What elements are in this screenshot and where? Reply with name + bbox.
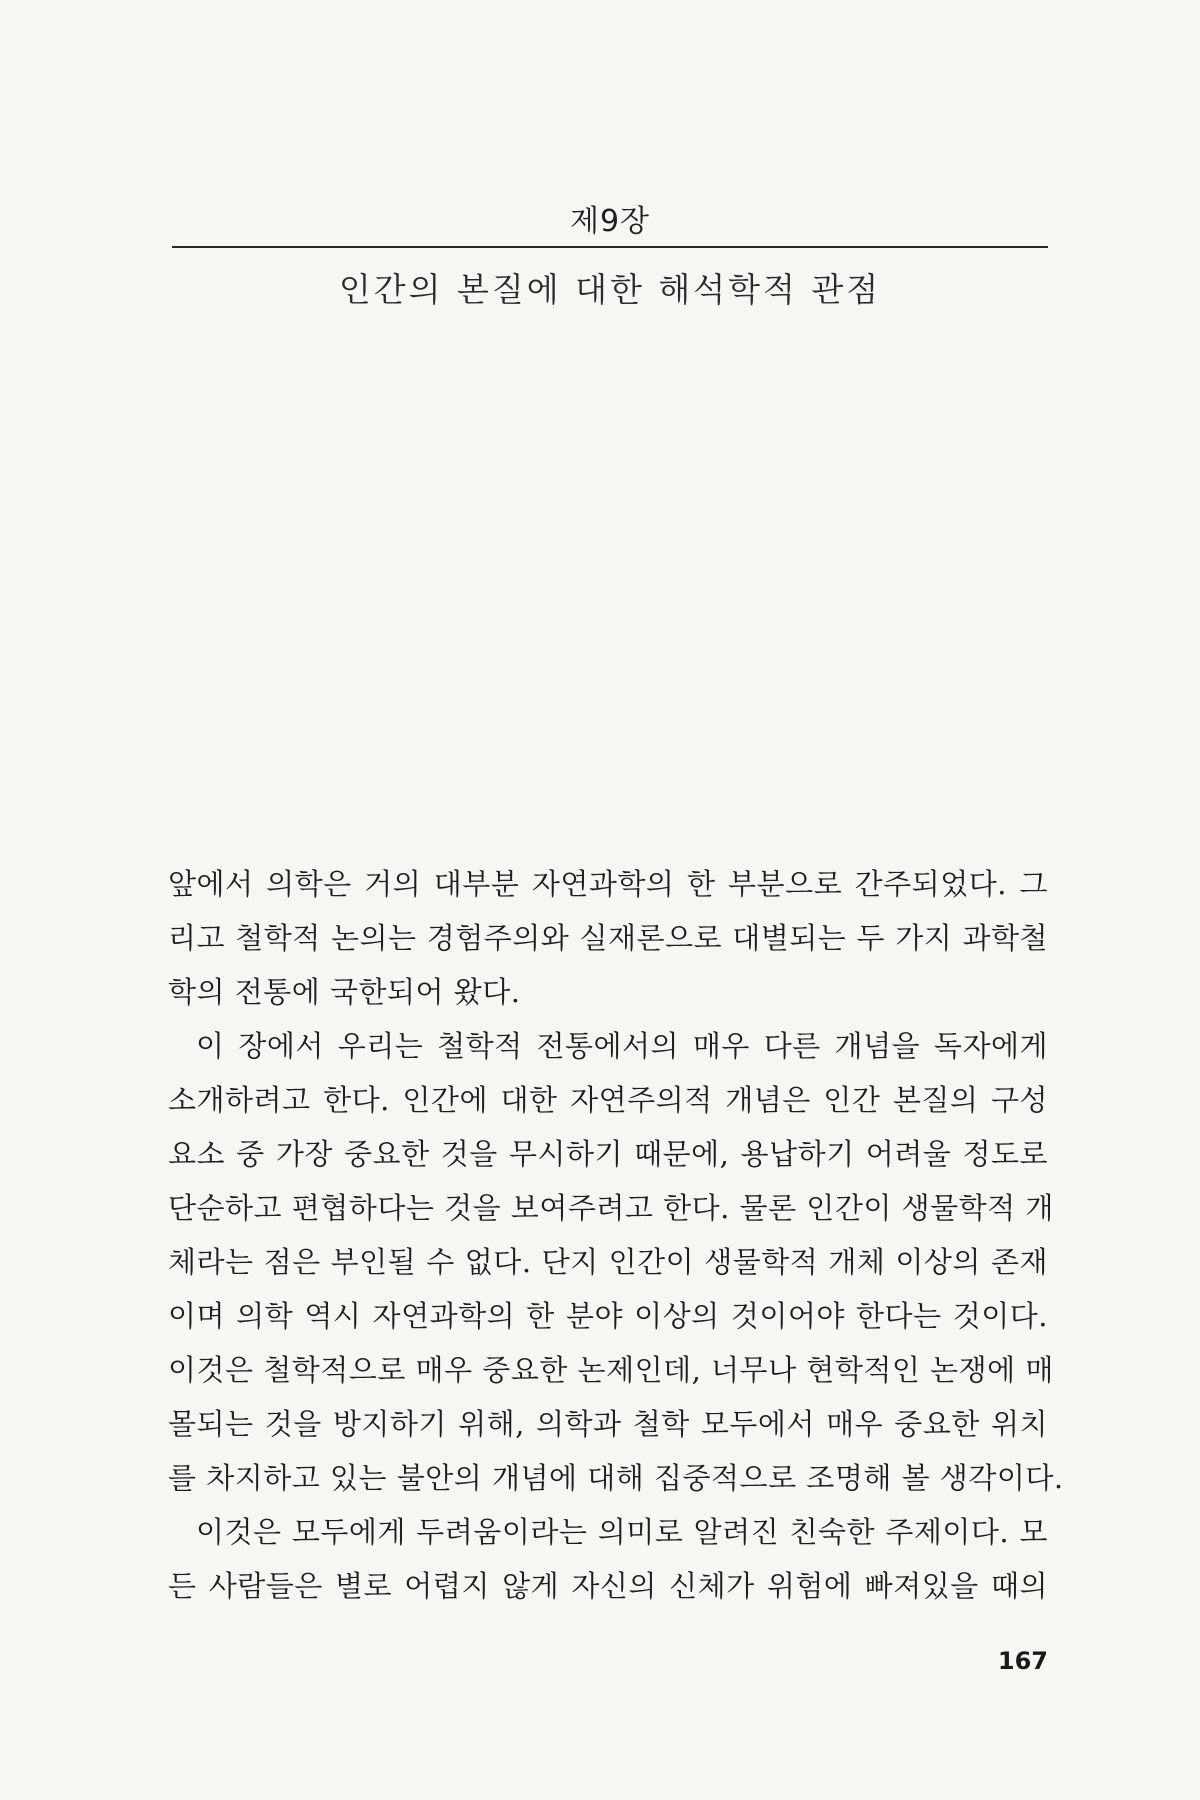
text-line: 를 차지하고 있는 불안의 개념에 대해 집중적으로 조명해 볼 생각이다.: [168, 1461, 1064, 1495]
page-number: 167: [997, 1647, 1048, 1675]
chapter-label: 제9장: [569, 204, 651, 239]
text-line: 단순하고 편협하다는 것을 보여주려고 한다. 물론 인간이 생물학적 개: [168, 1191, 1054, 1225]
chapter-divider: [172, 246, 1048, 248]
text-line: 앞에서 의학은 거의 대부분 자연과학의 한 부분으로 간주되었다. 그: [168, 867, 1048, 901]
text-line: 이 장에서 우리는 철학적 전통에서의 매우 다른 개념을 독자에게: [196, 1029, 1048, 1063]
text-line: 이것은 모두에게 두려움이라는 의미로 알려진 친숙한 주제이다. 모: [196, 1515, 1048, 1549]
text-line: 이것은 철학적으로 매우 중요한 논제인데, 너무나 현학적인 논쟁에 매: [168, 1353, 1054, 1387]
text-line: 몰되는 것을 방지하기 위해, 의학과 철학 모두에서 매우 중요한 위치: [168, 1407, 1048, 1441]
text-line: 요소 중 가장 중요한 것을 무시하기 때문에, 용납하기 어려울 정도로: [168, 1137, 1048, 1171]
body-text: [168, 857, 1064, 1613]
text-line: 학의 전통에 국한되어 왔다.: [168, 975, 521, 1009]
text-line: 든 사람들은 별로 어렵지 않게 자신의 신체가 위험에 빠져있을 때의: [168, 1569, 1048, 1603]
chapter-title: 인간의 본질에 대한 해석학적 관점: [338, 270, 882, 309]
text-line: 체라는 점은 부인될 수 없다. 단지 인간이 생물학적 개체 이상의 존재: [168, 1245, 1048, 1279]
text-line: 소개하려고 한다. 인간에 대한 자연주의적 개념은 인간 본질의 구성: [168, 1083, 1048, 1117]
text-line: 이며 의학 역시 자연과학의 한 분야 이상의 것이어야 한다는 것이다.: [168, 1299, 1048, 1333]
text-line: 리고 철학적 논의는 경험주의와 실재론으로 대별되는 두 가지 과학철: [168, 921, 1048, 955]
